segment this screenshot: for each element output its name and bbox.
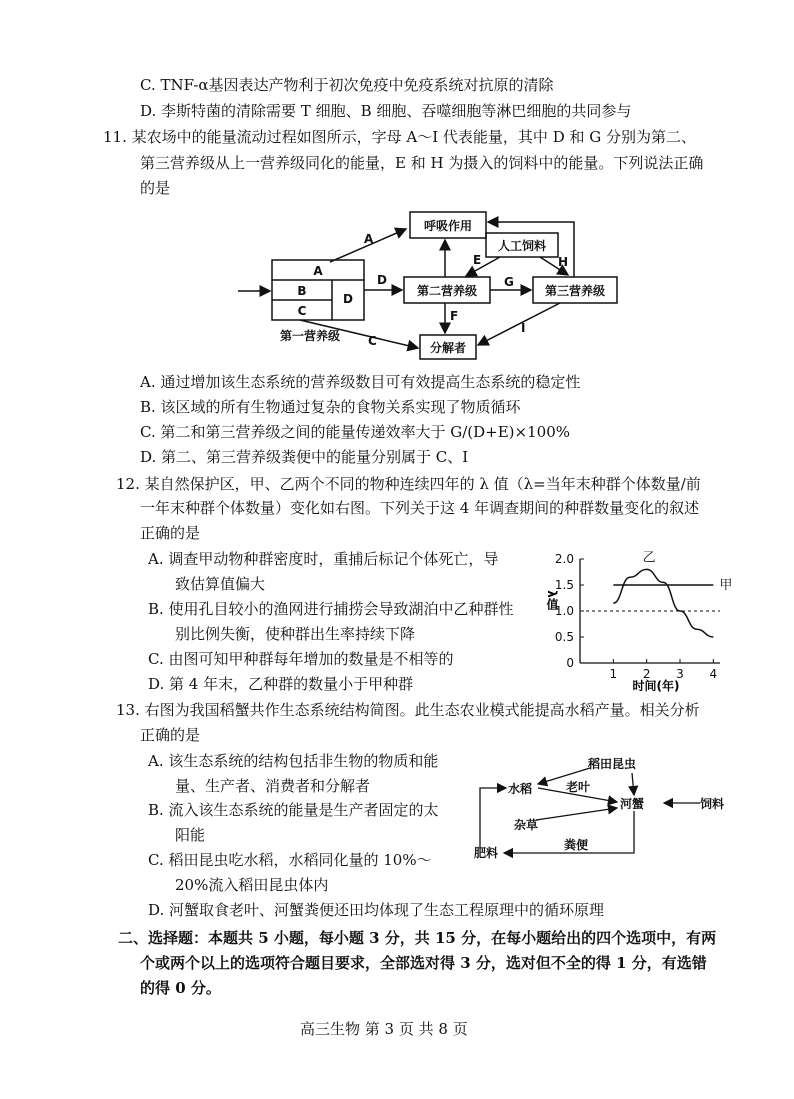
q11-stem-line-3: 的是 <box>140 179 171 197</box>
q11-option-a: A. 通过增加该生态系统的营养级数目可有效提高生态系统的稳定性 <box>140 373 581 391</box>
old-leaf-label: 老叶 <box>566 780 591 794</box>
x-tick-label: 2 <box>642 667 651 681</box>
section2-line-2: 个或两个以上的选项符合题目要求，全部选对得 3 分，选对但不全的得 1 分，有选错 <box>140 954 707 972</box>
decomposer-box <box>420 335 476 359</box>
feces-label: 粪便 <box>564 838 589 852</box>
feed-label: 人工饲料 <box>497 239 547 253</box>
q13-option-b-line-1: B. 流入该生态系统的能量是生产者固定的太 <box>148 801 439 819</box>
arrow-label-d: D <box>377 273 387 287</box>
decomposer-label: 分解者 <box>429 341 467 355</box>
weed-label: 杂草 <box>514 818 539 832</box>
q13-option-c-line-1: C. 稻田昆虫吃水稻，水稻同化量的 10%～ <box>148 851 432 869</box>
q11-option-c: C. 第二和第三营养级之间的能量传递效率大于 G/(D+E)×100% <box>140 423 570 441</box>
q12-option-c: C. 由图可知甲种群每年增加的数量是不相等的 <box>148 650 454 668</box>
q12-option-b-line-1: B. 使用孔目较小的渔网进行捕捞会导致湖泊中乙种群性 <box>148 600 514 618</box>
level1-box <box>272 260 364 320</box>
series-line-yi <box>613 569 713 637</box>
q11-option-d: D. 第二、第三营养级粪便中的能量分别属于 C、I <box>140 448 469 466</box>
arrow-label-h: H <box>558 255 569 269</box>
x-axis-title: 时间(年) <box>632 679 680 693</box>
q13-stem-line-2: 正确的是 <box>140 726 201 744</box>
q13-option-c-line-2: 20%流入稻田昆虫体内 <box>175 876 329 894</box>
fertilizer-label: 肥料 <box>474 846 499 860</box>
arrow-label-g: G <box>504 275 514 289</box>
y-tick-label: 0 <box>566 656 574 670</box>
q12-option-b-line-2: 别比例失衡，使种群出生率持续下降 <box>175 625 416 643</box>
arrow-label-e: E <box>473 253 482 267</box>
crab-label: 河蟹 <box>620 797 645 811</box>
x-tick-label: 4 <box>709 667 718 681</box>
q11-stem-line-1: 11. 某农场中的能量流动过程如图所示，字母 A～I 代表能量，其中 D 和 G 分别为第二、 <box>103 128 697 146</box>
label-c-box: C <box>297 304 307 318</box>
y-tick-label: 0.5 <box>554 630 574 644</box>
arrow-label-i: I <box>521 321 526 335</box>
series-label: 甲 <box>719 578 733 593</box>
arrow-label-c: C <box>368 334 377 348</box>
q11-option-b: B. 该区域的所有生物通过复杂的食物关系实现了物质循环 <box>140 398 521 416</box>
q13-option-b-line-2: 阳能 <box>175 826 206 844</box>
q12-stem-line-2: 一年末种群个体数量）变化如右图。下列关于这 4 年调查期间的种群数量变化的叙述 <box>140 499 700 517</box>
q13-option-a-line-2: 量、生产者、消费者和分解者 <box>175 777 371 795</box>
q13-option-a-line-1: A. 该生态系统的结构包括非生物的物质和能 <box>148 752 439 770</box>
q10-option-d: D. 李斯特菌的清除需要 T 细胞、B 细胞、吞噬细胞等淋巴细胞的共同参与 <box>140 102 632 120</box>
arrow-label-a: A <box>364 232 374 246</box>
x-tick-label: 1 <box>609 667 618 681</box>
y-tick-label: 1.0 <box>554 604 574 618</box>
level3-box <box>533 277 617 303</box>
feed-box <box>486 233 558 257</box>
y-tick-label: 2.0 <box>554 552 574 566</box>
q10-option-c: C. TNF-α基因表达产物利于初次免疫中免疫系统对抗原的清除 <box>140 76 554 94</box>
arrow-label-f: F <box>450 309 459 323</box>
feed-label-13: 饲料 <box>700 797 725 811</box>
q12-stem-line-1: 12. 某自然保护区，甲、乙两个不同的物种连续四年的 λ 值（λ=当年末种群个体数量/前 <box>116 475 701 493</box>
q12-option-d: D. 第 4 年末，乙种群的数量小于甲种群 <box>148 675 414 693</box>
x-tick-label: 3 <box>676 667 684 681</box>
label-d-box: D <box>343 292 353 306</box>
level3-label: 第三营养级 <box>544 284 606 298</box>
y-tick-label: 1.5 <box>554 578 574 592</box>
level1-label: 第一营养级 <box>279 329 341 343</box>
section2-line-3: 的得 0 分。 <box>140 979 221 997</box>
q11-stem-line-2: 第三营养级从上一营养级同化的能量，E 和 H 为摄入的饲料中的能量。下列说法正确 <box>140 154 704 172</box>
respiration-box <box>410 212 486 238</box>
q13-stem-line-1: 13. 右图为我国稻蟹共作生态系统结构简图。此生态农业模式能提高水稻产量。相关分析 <box>116 701 700 719</box>
respiration-label: 呼吸作用 <box>423 219 473 233</box>
section2-line-1: 二、选择题：本题共 5 小题，每小题 3 分，共 15 分，在每小题给出的四个选项中，有两 <box>118 929 717 947</box>
series-label: 乙 <box>642 550 656 566</box>
level2-box <box>404 277 490 303</box>
rice-label: 水稻 <box>508 782 533 796</box>
q12-option-a-line-2: 致估算值偏大 <box>175 575 266 593</box>
label-a-box: A <box>313 264 323 278</box>
insect-label: 稻田昆虫 <box>588 757 637 771</box>
q12-stem-line-3: 正确的是 <box>140 524 201 542</box>
level2-label: 第二营养级 <box>416 284 478 298</box>
q12-option-a-line-1: A. 调查甲动物种群密度时，重捕后标记个体死亡，导 <box>148 550 499 568</box>
y-axis-title: λ值 <box>545 590 559 610</box>
q13-option-d: D. 河蟹取食老叶、河蟹粪便还田均体现了生态工程原理中的循环原理 <box>148 901 605 919</box>
page-footer: 高三生物 第 3 页 共 8 页 <box>300 1020 468 1038</box>
label-b-box: B <box>297 284 307 298</box>
